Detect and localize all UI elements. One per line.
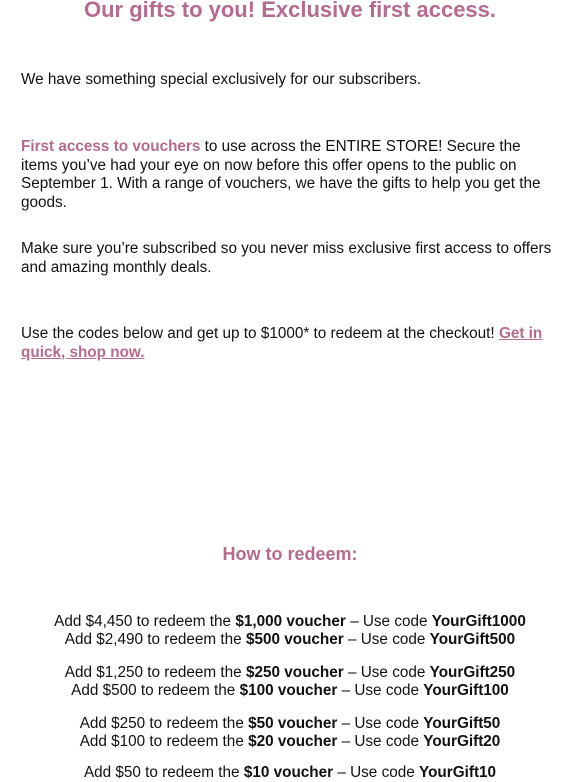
vouchers-paragraph <box>21 138 561 212</box>
voucher-code: YourGift50 <box>423 715 501 732</box>
vouchers-paragraph-text: to use across the ENTIRE STORE! Secure the items you’ve had your eye on now before this offer opens to the public on September 1. With a range of vouchers, we have the gifts to help you get the goods. <box>21 138 541 211</box>
voucher-amount: $20 voucher <box>248 733 338 750</box>
voucher-line: Add $2,490 to redeem the $500 voucher – Use code YourGift500 <box>64 631 516 648</box>
headline: Our gifts to you! Exclusive first access. <box>83 0 497 22</box>
voucher-line: Add $250 to redeem the $50 voucher – Use code YourGift50 <box>79 715 501 732</box>
first-access-highlight: First access to vouchers <box>21 138 201 155</box>
voucher-group-4 <box>0 764 580 782</box>
voucher-amount: $500 voucher <box>245 631 344 648</box>
codes-paragraph <box>21 325 561 362</box>
voucher-code: YourGift500 <box>429 631 516 648</box>
voucher-group-3 <box>0 715 580 751</box>
voucher-line: Add $4,450 to redeem the $1,000 voucher – Use code YourGift1000 <box>54 613 526 630</box>
voucher-group-2 <box>0 664 580 700</box>
how-to-redeem-heading: How to redeem: <box>222 544 358 564</box>
voucher-code: YourGift250 <box>429 664 516 681</box>
voucher-code: YourGift20 <box>423 733 501 750</box>
voucher-code: YourGift10 <box>419 764 497 781</box>
voucher-amount: $1,000 voucher <box>235 613 346 630</box>
subscribe-paragraph: Make sure you’re subscribed so you never miss exclusive first access to offers and amazing monthly deals. <box>21 240 552 276</box>
voucher-line: Add $500 to redeem the $100 voucher – Use code YourGift100 <box>71 682 509 699</box>
voucher-line: Add $50 to redeem the $10 voucher – Use code YourGift10 <box>83 764 497 781</box>
voucher-line: Add $100 to redeem the $20 voucher – Use code YourGift20 <box>79 733 501 750</box>
voucher-amount: $100 voucher <box>239 682 338 699</box>
intro-text: We have something special exclusively for our subscribers. <box>21 71 422 88</box>
voucher-code: YourGift1000 <box>431 613 526 630</box>
voucher-amount: $250 voucher <box>245 664 344 681</box>
codes-paragraph-text: Use the codes below and get up to $1000* to redeem at the checkout! <box>21 325 499 342</box>
shop-now-link[interactable]: Get in quick, shop now. <box>21 325 543 361</box>
voucher-amount: $50 voucher <box>248 715 338 732</box>
voucher-line: Add $1,250 to redeem the $250 voucher – Use code YourGift250 <box>64 664 516 681</box>
voucher-amount: $10 voucher <box>243 764 334 781</box>
voucher-group-1 <box>0 613 580 649</box>
voucher-code: YourGift100 <box>423 682 509 699</box>
